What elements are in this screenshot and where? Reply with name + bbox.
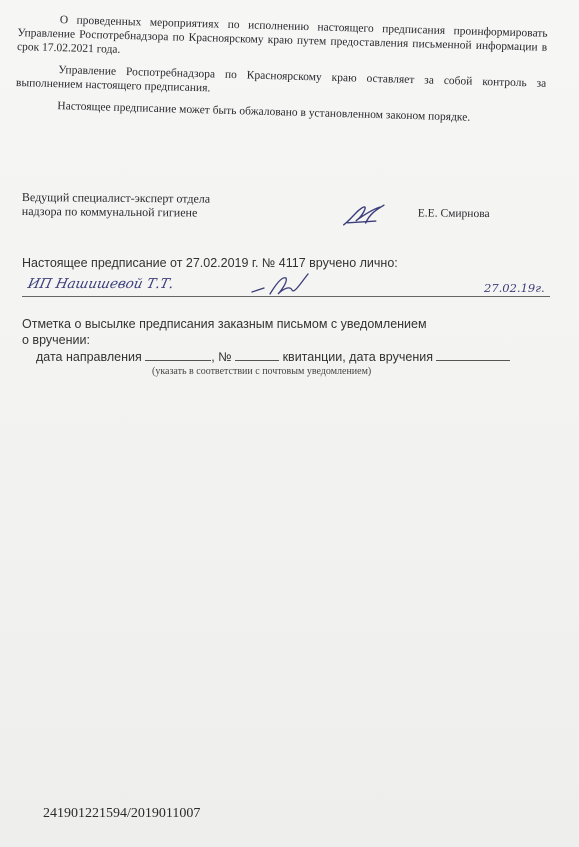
number-label: , № [211,350,232,364]
recipient-handwritten-name: ИП Нашишевой Т.Т. [26,276,176,292]
delivery-statement: Настоящее предписание от 27.02.2019 г. № 4117 вручено лично: [22,256,398,270]
signatory-title: Ведущий специалист-эксперт отдела надзора по коммунальной гигиене [21,190,211,220]
date-sent-blank [145,350,211,361]
paragraph-inform: О проведенных мероприятиях по исполнению настоящего предписания проинформировать Управление Роспотребнадзора по Красноярскому краю путем предоставления письменной информации в срок 17.02.2021 года. [16,14,548,56]
receipt-date-blank [436,350,510,361]
date-sent-label: дата направления [36,350,142,364]
document-number: 241901221594/2019011007 [43,806,201,821]
signatory-name: Е.Е. Смирнова [417,207,490,221]
number-blank [235,350,279,361]
receipt-signature-line [22,296,550,297]
mail-note [22,316,552,377]
body-text [15,12,548,127]
mail-note-line2: о вручении: [22,333,90,347]
mail-note-hint: (указать в соответствии с почтовым уведомлением) [152,366,372,377]
mail-note-line1: Отметка о высылке предписания заказным письмом с уведомлением [22,317,427,331]
receipt-label: квитанции, дата вручения [282,350,433,364]
paragraph-control: Управление Роспотребнадзора по Красноярскому краю оставляет за собой контроль за выполнением настоящего предписания. [15,64,547,95]
recipient-handwritten-date: 27.02.19г. [484,281,545,295]
signature-icon [340,201,390,229]
paragraph-appeal: Настоящее предписание может быть обжаловано в установленном законом порядке. [57,100,471,124]
signature-block [22,190,542,235]
mail-note-fields [36,350,510,364]
